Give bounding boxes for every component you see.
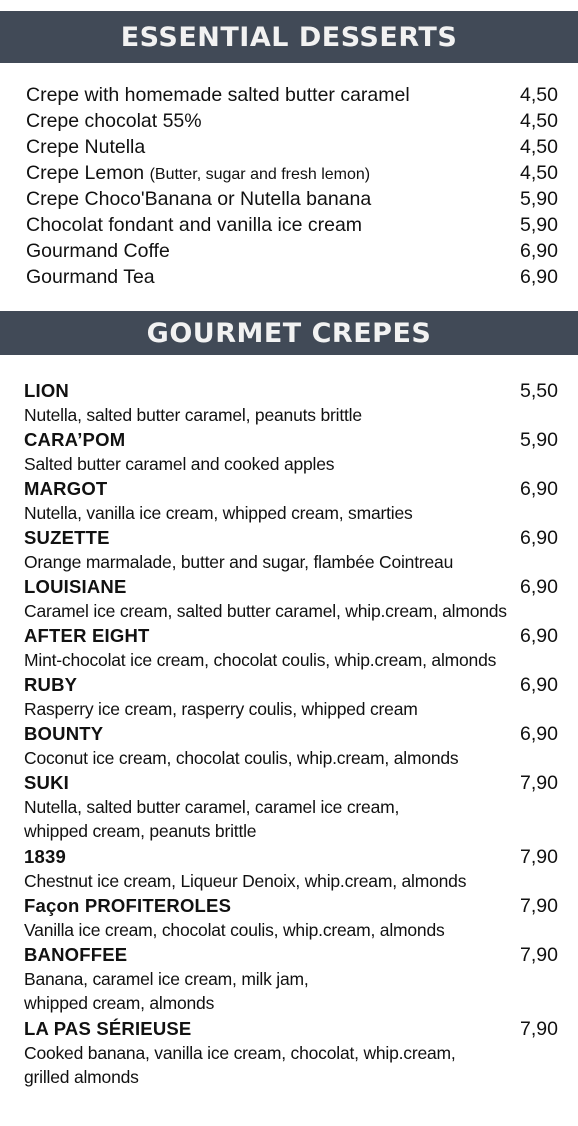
crepe-price: 6,90 — [520, 478, 558, 500]
menu-item-price: 4,50 — [520, 162, 558, 184]
crepe-item — [24, 575, 558, 624]
crepe-description: Cooked banana, vanilla ice cream, chocolat, whip.cream, — [24, 1043, 456, 1063]
menu-item-name: Crepe Nutella — [26, 136, 146, 158]
crepe-name: MARGOT — [24, 478, 108, 499]
menu-item-name-wrap — [26, 238, 170, 264]
crepe-name: BOUNTY — [24, 723, 104, 744]
menu-item — [26, 108, 558, 134]
crepe-price: 6,90 — [520, 625, 558, 647]
crepe-header — [24, 673, 558, 697]
crepe-description: Salted butter caramel and cooked apples — [24, 454, 335, 474]
crepe-price: 6,90 — [520, 576, 558, 598]
menu-item-price: 6,90 — [520, 240, 558, 262]
menu-item — [26, 82, 558, 108]
essential-desserts-title: ESSENTIAL DESSERTS — [120, 21, 458, 53]
crepe-item — [24, 894, 558, 943]
crepe-description: whipped cream, peanuts brittle — [24, 821, 257, 841]
crepe-item — [24, 379, 558, 428]
crepe-header — [24, 894, 558, 918]
crepe-description: Nutella, vanilla ice cream, whipped cream, smarties — [24, 503, 413, 523]
crepe-price: 7,90 — [520, 895, 558, 917]
menu-item-name: Crepe with homemade salted butter caramel — [26, 84, 410, 106]
crepe-description: grilled almonds — [24, 1067, 139, 1087]
menu-item — [26, 238, 558, 264]
menu-item — [26, 160, 558, 186]
crepe-description: Orange marmalade, butter and sugar, flambée Cointreau — [24, 552, 454, 572]
crepe-header — [24, 526, 558, 550]
essential-desserts-list — [26, 82, 558, 290]
menu-item-name-wrap — [26, 82, 410, 108]
crepe-description: Rasperry ice cream, rasperry coulis, whipped cream — [24, 699, 418, 719]
menu-item-name: Crepe chocolat 55% — [26, 110, 202, 132]
menu-item-name-wrap — [26, 160, 370, 188]
crepe-price: 6,90 — [520, 674, 558, 696]
crepe-header — [24, 428, 558, 452]
menu-item-name: Crepe Choco'Banana or Nutella banana — [26, 188, 372, 210]
crepe-name: Façon PROFITEROLES — [24, 895, 232, 916]
menu-item-name: Chocolat fondant and vanilla ice cream — [26, 214, 363, 236]
crepe-description: Caramel ice cream, salted butter caramel, whip.cream, almonds — [24, 601, 507, 621]
menu-item-price: 5,90 — [520, 214, 558, 236]
menu-item-name-wrap — [26, 186, 371, 212]
crepe-item — [24, 943, 558, 1017]
menu-item-price: 6,90 — [520, 266, 558, 288]
menu-item-name-wrap — [26, 108, 202, 134]
crepe-price: 5,50 — [520, 380, 558, 402]
crepe-header — [24, 722, 558, 746]
crepe-description: Banana, caramel ice cream, milk jam, — [24, 969, 309, 989]
crepe-name: 1839 — [24, 846, 66, 867]
crepe-description: Mint-chocolat ice cream, chocolat coulis, whip.cream, almonds — [24, 650, 497, 670]
menu-item-price: 4,50 — [520, 136, 558, 158]
crepe-name: AFTER EIGHT — [24, 625, 150, 646]
crepe-item — [24, 526, 558, 575]
menu-item-price: 5,90 — [520, 188, 558, 210]
crepe-item — [24, 673, 558, 722]
crepe-description: Vanilla ice cream, chocolat coulis, whip.cream, almonds — [24, 920, 445, 940]
menu-item-name-wrap — [26, 264, 155, 290]
crepe-description: Nutella, salted butter caramel, peanuts brittle — [24, 405, 362, 425]
crepe-price: 6,90 — [520, 723, 558, 745]
menu-item-name: Crepe Lemon — [26, 162, 145, 184]
crepe-item — [24, 722, 558, 771]
crepe-name: LOUISIANE — [24, 576, 127, 597]
crepe-item — [24, 1017, 558, 1091]
menu-item-price: 4,50 — [520, 110, 558, 132]
menu-item — [26, 134, 558, 160]
crepe-item — [24, 477, 558, 526]
crepe-description: Chestnut ice cream, Liqueur Denoix, whip.cream, almonds — [24, 871, 467, 891]
crepe-name: LA PAS SÉRIEUSE — [24, 1018, 192, 1039]
crepe-price: 6,90 — [520, 527, 558, 549]
crepe-item — [24, 428, 558, 477]
crepe-header — [24, 477, 558, 501]
menu-item-name: Gourmand Coffe — [26, 240, 170, 262]
crepe-price: 7,90 — [520, 1018, 558, 1040]
gourmet-crepes-banner — [0, 311, 578, 355]
menu-item-note: (Butter, sugar and fresh lemon) — [149, 166, 371, 183]
crepe-name: SUZETTE — [24, 527, 110, 548]
menu-item — [26, 264, 558, 290]
crepe-header — [24, 771, 558, 795]
crepe-price: 7,90 — [520, 772, 558, 794]
crepe-name: RUBY — [24, 674, 78, 695]
menu-item — [26, 212, 558, 238]
menu-item-name-wrap — [26, 134, 145, 160]
crepe-description: Nutella, salted butter caramel, caramel ice cream, — [24, 797, 400, 817]
crepe-header — [24, 943, 558, 967]
crepe-name: SUKI — [24, 772, 69, 793]
crepe-header — [24, 575, 558, 599]
crepe-name: CARA’POM — [24, 429, 126, 450]
crepe-item — [24, 624, 558, 673]
menu-item-price: 4,50 — [520, 84, 558, 106]
menu-item-name: Gourmand Tea — [26, 266, 155, 288]
essential-desserts-banner — [0, 11, 578, 63]
crepe-price: 7,90 — [520, 846, 558, 868]
menu-item-name-wrap — [26, 212, 362, 238]
crepe-name: LION — [24, 380, 69, 401]
crepe-description: Coconut ice cream, chocolat coulis, whip.cream, almonds — [24, 748, 459, 768]
crepe-header — [24, 379, 558, 403]
crepe-header — [24, 845, 558, 869]
crepe-header — [24, 1017, 558, 1041]
crepe-item — [24, 845, 558, 894]
menu-item — [26, 186, 558, 212]
crepe-item — [24, 771, 558, 845]
crepe-name: BANOFFEE — [24, 944, 128, 965]
gourmet-crepes-list — [24, 379, 558, 1091]
crepe-price: 7,90 — [520, 944, 558, 966]
crepe-description: whipped cream, almonds — [24, 993, 215, 1013]
crepe-header — [24, 624, 558, 648]
gourmet-crepes-title: GOURMET CREPES — [146, 317, 432, 349]
crepe-price: 5,90 — [520, 429, 558, 451]
